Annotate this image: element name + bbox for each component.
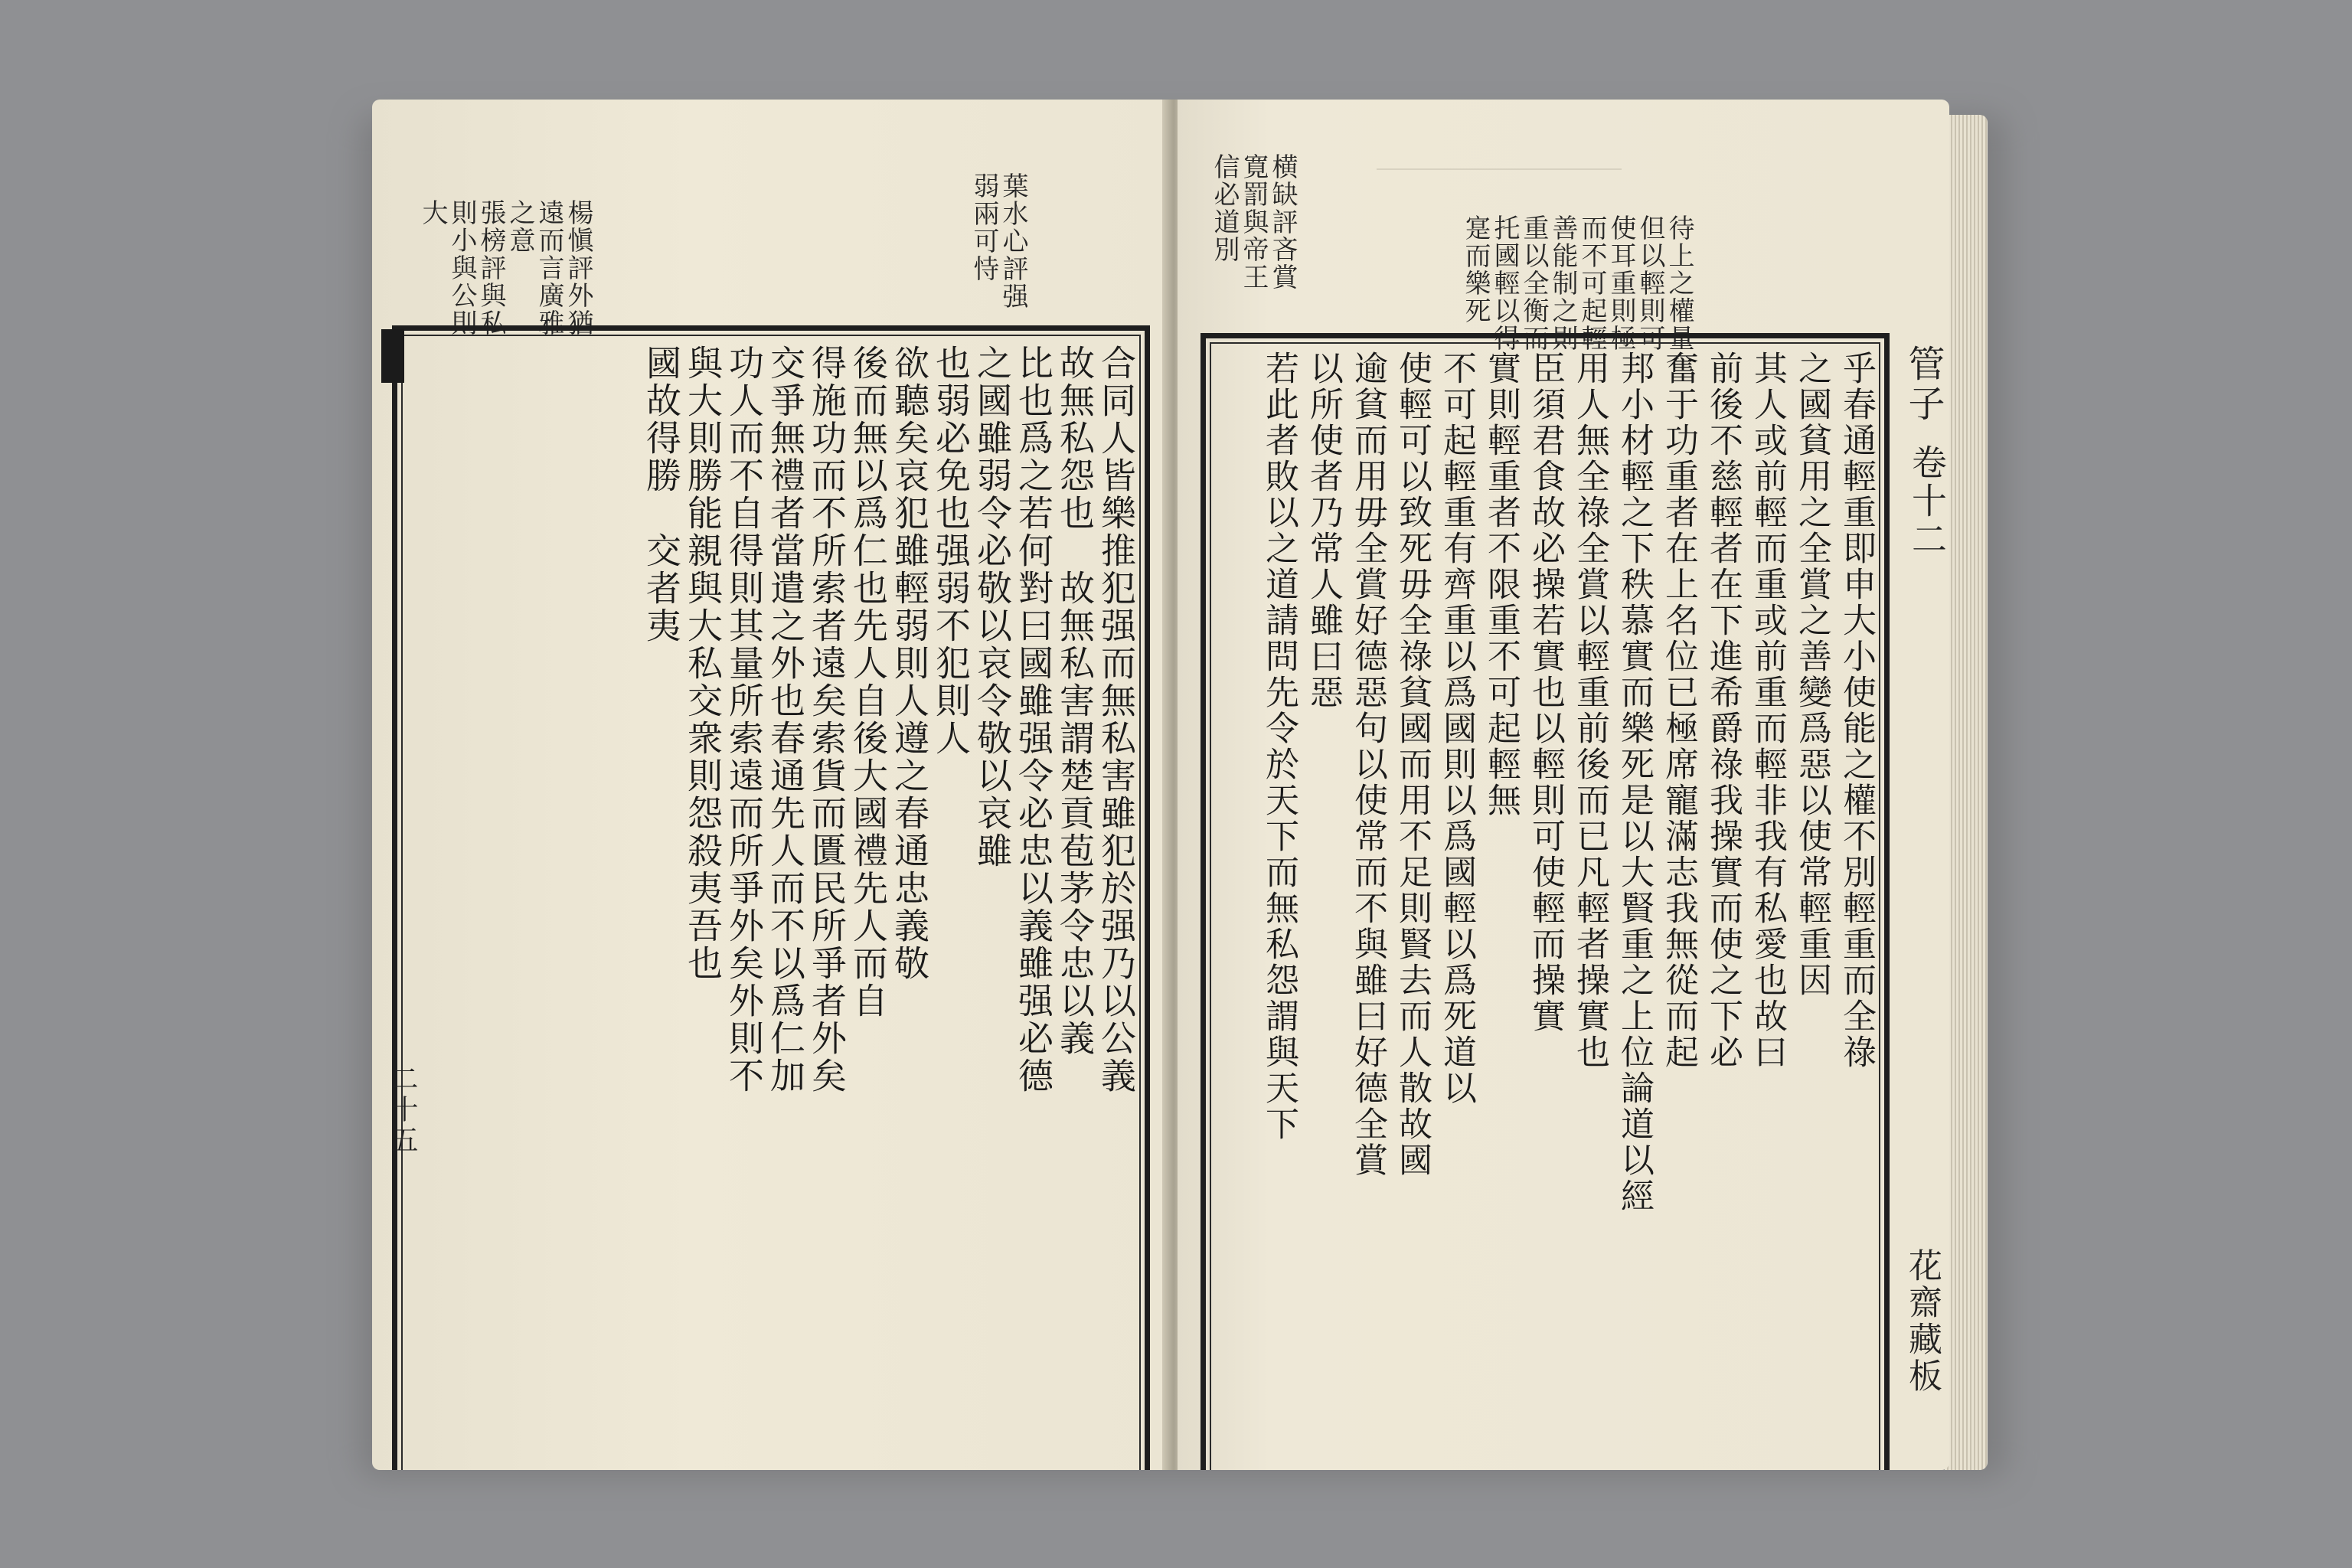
running-title: 管子 [1902, 345, 1945, 424]
right-page [1178, 100, 1949, 1470]
page-edges [1945, 115, 1988, 1470]
publisher-mark: 花齋藏板 [1903, 1248, 1942, 1395]
chapter-label: 卷十二 [1906, 444, 1948, 559]
right-body-text: 乎春通輕重即申大小使能之權不別輕重而全祿 之國貧用之全賞之善變爲惡以使常輕重因 其人或前輕而重或前重而輕非我有私愛也故曰 前後不慈輕者在下進希爵祿我操實而使之下必 奮于功重者在上名位已極席寵滿志我無從而起 邦小材輕之下秩慕實而樂死是以大賢重之上位論道以經 用人無全祿全賞以輕重前後而已凡輕者操實也 臣須君食故必操若實也以輕則可使輕而操實 實則輕重者不限重不可起輕無 不可起輕重有齊重以爲國則以爲國輕以爲死道以 使輕可以致死毋全祿貧國而用不足則賢去而人散故國 逾貧而用毋全賞好德惡句以使常而不與雖曰好德全賞 以所使者乃常人雖曰惡 若此者敗以之道請問先令於天下而無私怨謂與天下 [1259, 351, 1876, 1214]
right-top-notes-left: 横缺評吝賞 寛罰與帝王 信必道別 [1209, 153, 1298, 291]
left-margin-bar [381, 329, 404, 383]
right-top-notes: 待上之權量 但以輕則可 使耳重則極 而不可起輕 善能制之則 重以全衡而 托國輕以得 寔而樂死 [1460, 214, 1694, 352]
right-text-frame [1200, 333, 1890, 1470]
left-text-frame [392, 325, 1150, 1470]
left-top-notes-right: 葉水心評强 弱兩可恃 [969, 172, 1028, 310]
left-page [372, 100, 1170, 1470]
top-rule [1377, 168, 1622, 170]
left-body-text: 合同人皆樂推犯强而無私害雖犯於强乃以公義 故無私怨也 故無私害謂楚貢苞茅令忠以義 比也爲之若何對曰國雖强令必忠以義雖强必德 之國雖弱令必敬以哀令敬以哀雖 也弱必免也强弱不犯則人 欲聽矣哀犯雖輕弱則人遵之春通忠義敬 後而無以爲仁也先人自後大國禮先人而自 得施功而不所索者遠矣索貨而匱民所爭者外矣 交爭無禮者當遣之外也春通先人而不以爲仁加 功人而不自得則其量所索遠而所爭外矣外則不 與大則勝能親與大私交衆則怨殺夷吾也 國故得勝 交者夷 [641, 345, 1137, 1095]
page-number: 二十五 [387, 1064, 418, 1156]
left-top-notes: 楊愼評外猶 遠而言廣雅 之意 張榜評與私 則小與公則 大 [417, 199, 593, 337]
